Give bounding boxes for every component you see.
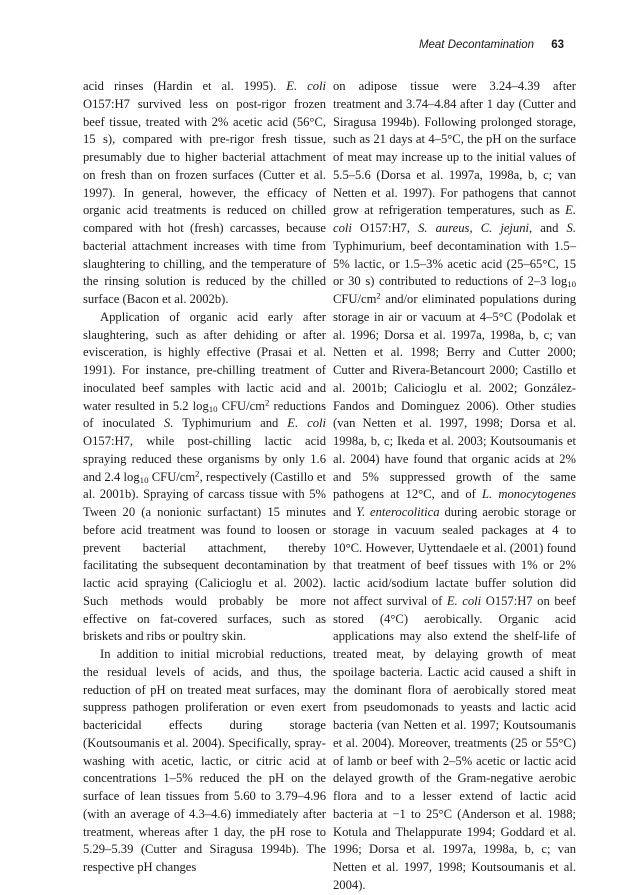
log-subscript: 10 [567,279,576,290]
text-run: O157:H7, while post-chilling lactic acid spraying reduced these organisms by only 1.6 and 2.4 log [83,434,326,484]
section-title: Meat Decontamination [418,39,534,51]
paragraph-1 [83,78,326,309]
species-name: E. coli [333,203,576,235]
page-number: 63 [551,39,564,51]
text-run: and/or eliminated populations during storage in air or vacuum at 4–5°C (Podolak et al. 1996; Dorsa et al. 1997a, 1998a, b, c; van Netten et al. 1998; Berry and Cutter 2000; Cutter and Rivera-Betancourt 2000; Castillo et al. 2001b; Calicioglu et al. 2002; González-Fandos and Dominguez 2006). Other studies (van Netten et al. 1997, 1998; Dorsa et al. 1998a, b, c; Ikeda et al. 2003; Koutsoumanis et al. 2004) have found that organic acids at 2% and 5% suppressed growth of the same pathogens at 12°C, and of [333,292,576,502]
text-run: O157:H7 on beef stored (4°C) aerobically. Organic acid applications may also extend the shelf-life of treated meat, by delaying growth of meat spoilage bacteria. Lactic acid caused a shift in the dominant flora of aerobically stored meat from pseudomonads to yeasts and lactic acid bacteria (van Netten et al. 1997; Koutsoumanis et al. 2004). Moreover, treatments (25 or 55°C) of lamb or beef with 2–5% acetic or lactic acid delayed growth of the Gram-negative aerobic flora and to a lesser extend of lactic acid bacteria at −1 to 25°C (Anderson et al. 1988; Kotula and Thelappurate 1994; Goddard et al. 1996; Dorsa et al. 1997a, 1998a, b, c; van Netten et al. 1997, 1998; Koutsoumanis et al. 2004). [333,593,576,892]
unit-superscript: 2 [195,468,200,479]
text-run: CFU/cm [333,292,377,306]
running-header [419,39,564,51]
text-run: Typhimurium and [173,416,288,431]
text-run: , and [529,221,567,235]
paragraph-4 [333,78,576,895]
text-run: and [333,505,357,519]
log-subscript: 10 [208,403,218,414]
species-name: E. coli [446,593,482,608]
text-run: Application of organic acid early after slaughtering, such as after dehiding or after evisceration, is highly effective (Prasai et al. 1991). For instance, pre-chilling treatment of inoculated beef samples with lactic acid and water resulted in 5.2 log [83,309,326,413]
species-name: E. coli [286,79,326,93]
text-run: In addition to initial microbial reductions, the residual levels of acids, and thus, the reduction of pH on treated meat surfaces, may suppress pathogen proliferation or even exert bactericidal effects during storage (Koutsoumanis et al. 2004). Specifically, spray-washing with acetic, lactic, or citric acid at concentrations 1–5% reduced the pH on the surface of lean tissues from 5.60 to 3.79–4.96 (with an average of 4.3–4.6) immediately after treatment, whereas after 1 day, the pH rose to 5.29–5.39 (Cutter and Siragusa 1994b). The respective pH changes [83,647,326,874]
species-name: S. [566,221,576,235]
text-run: on adipose tissue were 3.24–4.39 after treatment and 3.74–4.84 after 1 day (Cutter and Siragusa 1994b). Following prolonged storage, such as 21 days at 4–5°C, the pH on the surface of meat may increase up to the initial values of 5.5–5.6 (Dorsa et al. 1997a, 1998a, b, c; van Netten et al. 1997). For pathogens that cannot grow at refrigeration temperatures, such as [333,79,576,218]
text-run: CFU/cm [148,469,196,484]
text-run: O157:H7 survived less on post-rigor frozen beef tissue, treated with 2% acetic acid (56°C, 15 s), compared with pre-rigor fresh tissue, presumably due to higher bacterial attachment on fresh than on frozen surfaces (Cutter et al. 1997). In general, however, the efficacy of organic acid treatments is reduced on chilled compared with hot (fresh) carcasses, because bacterial attachment increases with time from slaughtering to chilling, and the temperature of the rinsing solution is reduced by the chilled surface (Bacon et al. 2002b). [83,96,326,306]
left-column [83,78,326,877]
paragraph-2 [83,309,326,646]
right-column [333,78,576,895]
unit-superscript: 2 [376,290,381,301]
text-run: during aerobic storage or storage in vacuum sealed packages at 4 to 10°C. However, Uyttendaele et al. (2001) found that treatment of beef tissues with 1% or 2% lactic acid/sodium lactate buffer solution did not affect survival of [333,505,576,608]
text-run: O157:H7, [351,221,419,235]
species-name: E. coli [287,416,326,431]
species-name: Y. enterocolitica [356,505,440,519]
text-run: reductions of inoculated [83,398,326,431]
text-run: , [469,221,481,235]
text-run: acid rinses (Hardin et al. 1995). [83,79,287,93]
log-subscript: 10 [139,474,149,485]
species-name: S. [163,416,174,431]
species-name: C. jejuni [480,221,530,235]
species-name: S. aureus [418,221,470,235]
text-run: , respectively (Castillo et al. 2001b). Spraying of carcass tissue with 5% Tween 20 (a nonionic surfactant) 15 minutes before acid treatment was found to loosen or prevent bacterial attachment, thereby facilitating the subsequent decontamination by lactic acid spraying (Calicioglu et al. 2002). Such methods would probably be more effective on fat-covered surfaces, such as briskets and ribs or poultry skin. [83,469,326,644]
species-name: L. monocytogenes [482,487,577,502]
text-run: CFU/cm [217,398,266,413]
paragraph-3 [83,646,326,877]
unit-superscript: 2 [265,397,270,408]
text-run: Typhimurium, beef decontamination with 1.5–5% lactic, or 1.5–3% acetic acid (25–65°C, 15 or 30 s) contributed to reductions of 2–3 log [333,238,576,289]
